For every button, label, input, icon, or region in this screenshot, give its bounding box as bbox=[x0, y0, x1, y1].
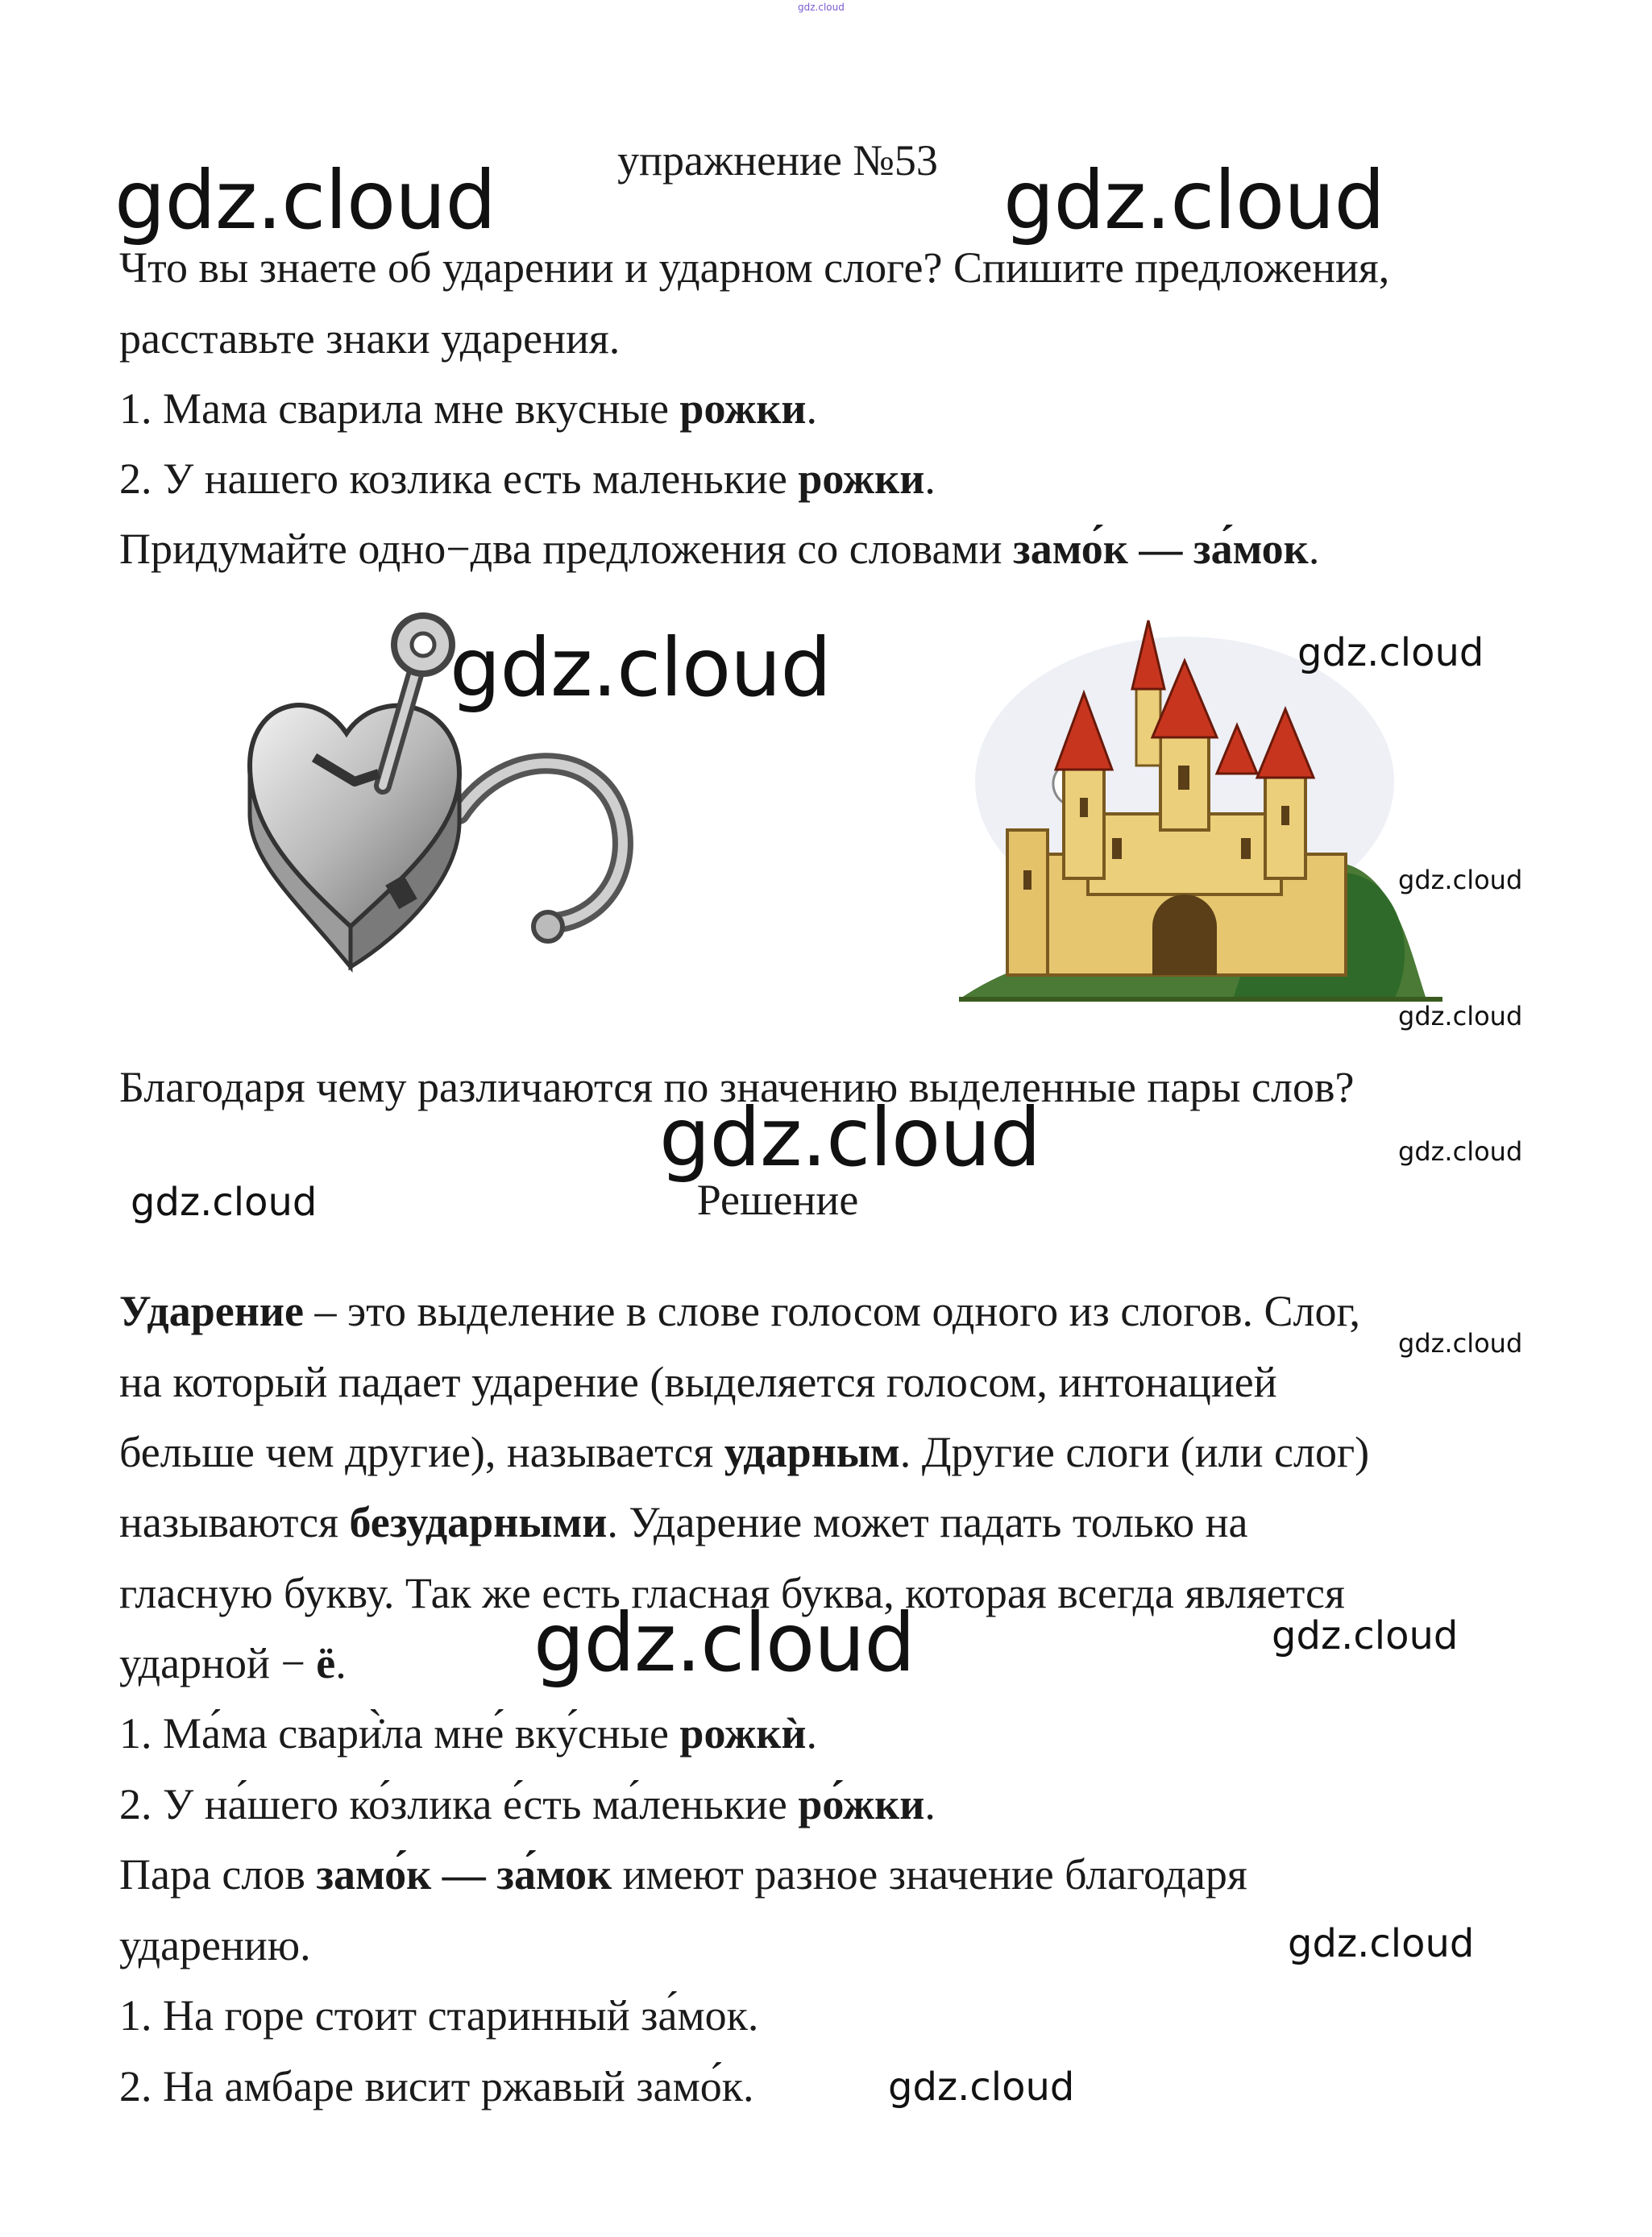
task-sentence-2 bbox=[119, 454, 936, 503]
task-sentence-1 bbox=[119, 384, 817, 433]
watermark-3: gdz.cloud bbox=[450, 620, 832, 715]
task-sentence-2-word: рожки bbox=[798, 454, 925, 503]
example-sentence-1: 1. На горе стоит старинный за́мок. bbox=[119, 1991, 759, 2040]
pair-explanation-line1 bbox=[119, 1850, 1247, 1899]
watermark-14: gdz.cloud bbox=[888, 2065, 1075, 2110]
exercise-heading: упражнение №53 bbox=[617, 136, 938, 185]
task-question: Благодаря чему различаются по значению выделенные пары слов? bbox=[119, 1063, 1355, 1111]
top-watermark: gdz.cloud bbox=[798, 2, 845, 13]
solution-line-3-text: бельше чем другие), называется bbox=[119, 1428, 724, 1476]
solution-line-4 bbox=[119, 1500, 1247, 1544]
watermark-12: gdz.cloud bbox=[1272, 1613, 1459, 1658]
task-sentence-1-dot: . bbox=[806, 384, 817, 433]
solution-term-unstressed: безударными bbox=[349, 1498, 608, 1546]
watermark-4: gdz.cloud bbox=[1297, 630, 1484, 675]
answer-sentence-2-dot: . bbox=[924, 1780, 936, 1828]
answer-sentence-1 bbox=[119, 1709, 817, 1758]
solution-line-6-text: ударной − bbox=[119, 1639, 317, 1687]
pair-text: Пара слов bbox=[119, 1850, 317, 1899]
answer-sentence-1-text: 1. Ма́ма свари̇̀ла мне́ вку́сные bbox=[119, 1709, 680, 1758]
watermark-13: gdz.cloud bbox=[1288, 1921, 1475, 1966]
task-invent-text: Придумайте одно−два предложения со словами bbox=[119, 525, 1014, 573]
solution-line-6-dot: . bbox=[335, 1639, 347, 1687]
answer-sentence-1-word: рожкѝ bbox=[679, 1709, 807, 1758]
solution-line-1-text: – это выделение в слове голосом одного из слогов. Слог, bbox=[303, 1287, 1361, 1335]
task-sentence-2-text: 2. У нашего козлика есть маленькие bbox=[119, 454, 799, 503]
solution-line-5: гласную букву. Так же есть гласная буква, которая всегда является bbox=[119, 1569, 1345, 1617]
task-intro-line1: Что вы знаете об ударении и ударном слоге? Спишите предложения, bbox=[119, 243, 1390, 292]
watermark-1: gdz.cloud bbox=[114, 153, 496, 247]
answer-sentence-2-word: ро́жки bbox=[798, 1780, 925, 1828]
watermark-8: gdz.cloud bbox=[1398, 1136, 1523, 1167]
solution-term-stress: Ударение bbox=[119, 1287, 304, 1335]
watermark-5: gdz.cloud bbox=[1398, 865, 1523, 895]
watermark-2: gdz.cloud bbox=[1003, 153, 1385, 247]
pair-explanation-line2: ударению. bbox=[119, 1921, 311, 1969]
solution-term-stressed: ударным bbox=[724, 1428, 900, 1476]
solution-line-3 bbox=[119, 1430, 1369, 1474]
watermark-11: gdz.cloud bbox=[533, 1596, 915, 1690]
answer-sentence-2 bbox=[119, 1780, 936, 1828]
task-sentence-1-text: 1. Мама сварила мне вкусные bbox=[119, 384, 680, 433]
task-invent-words: замо́к — за́мок bbox=[1013, 525, 1309, 573]
answer-sentence-2-text: 2. У на́шего ко́злика е́сть ма́ленькие bbox=[119, 1780, 799, 1828]
solution-line-2: на который падает ударение (выделяется голосом, интонацией bbox=[119, 1358, 1277, 1406]
answer-sentence-1-dot: . bbox=[806, 1709, 817, 1758]
solution-line-3-rest: . Другие слоги (или слог) bbox=[899, 1428, 1370, 1476]
solution-line-4-text: называются bbox=[119, 1498, 350, 1546]
solution-line-1 bbox=[119, 1289, 1360, 1333]
solution-heading: Решение bbox=[696, 1176, 859, 1224]
solution-letter-yo: ё bbox=[316, 1639, 336, 1687]
task-sentence-2-dot: . bbox=[924, 454, 936, 503]
pair-words: замо́к — за́мок bbox=[316, 1850, 612, 1899]
watermark-10: gdz.cloud bbox=[1398, 1328, 1523, 1359]
task-intro-line2: расставьте знаки ударения. bbox=[119, 314, 621, 363]
solution-line-4-rest: . Ударение может падать только на bbox=[607, 1498, 1248, 1546]
task-invent-line bbox=[119, 527, 1319, 571]
solution-line-6 bbox=[119, 1641, 347, 1685]
watermark-7: gdz.cloud bbox=[659, 1090, 1041, 1185]
example-sentence-2: 2. На амбаре висит ржавый замо́к. bbox=[119, 2062, 754, 2110]
task-sentence-1-word: рожки bbox=[679, 384, 807, 433]
task-invent-dot: . bbox=[1308, 525, 1320, 573]
pair-rest: имеют разное значение благодаря bbox=[612, 1850, 1247, 1899]
watermark-9: gdz.cloud bbox=[131, 1180, 318, 1225]
watermark-6: gdz.cloud bbox=[1398, 1001, 1523, 1031]
